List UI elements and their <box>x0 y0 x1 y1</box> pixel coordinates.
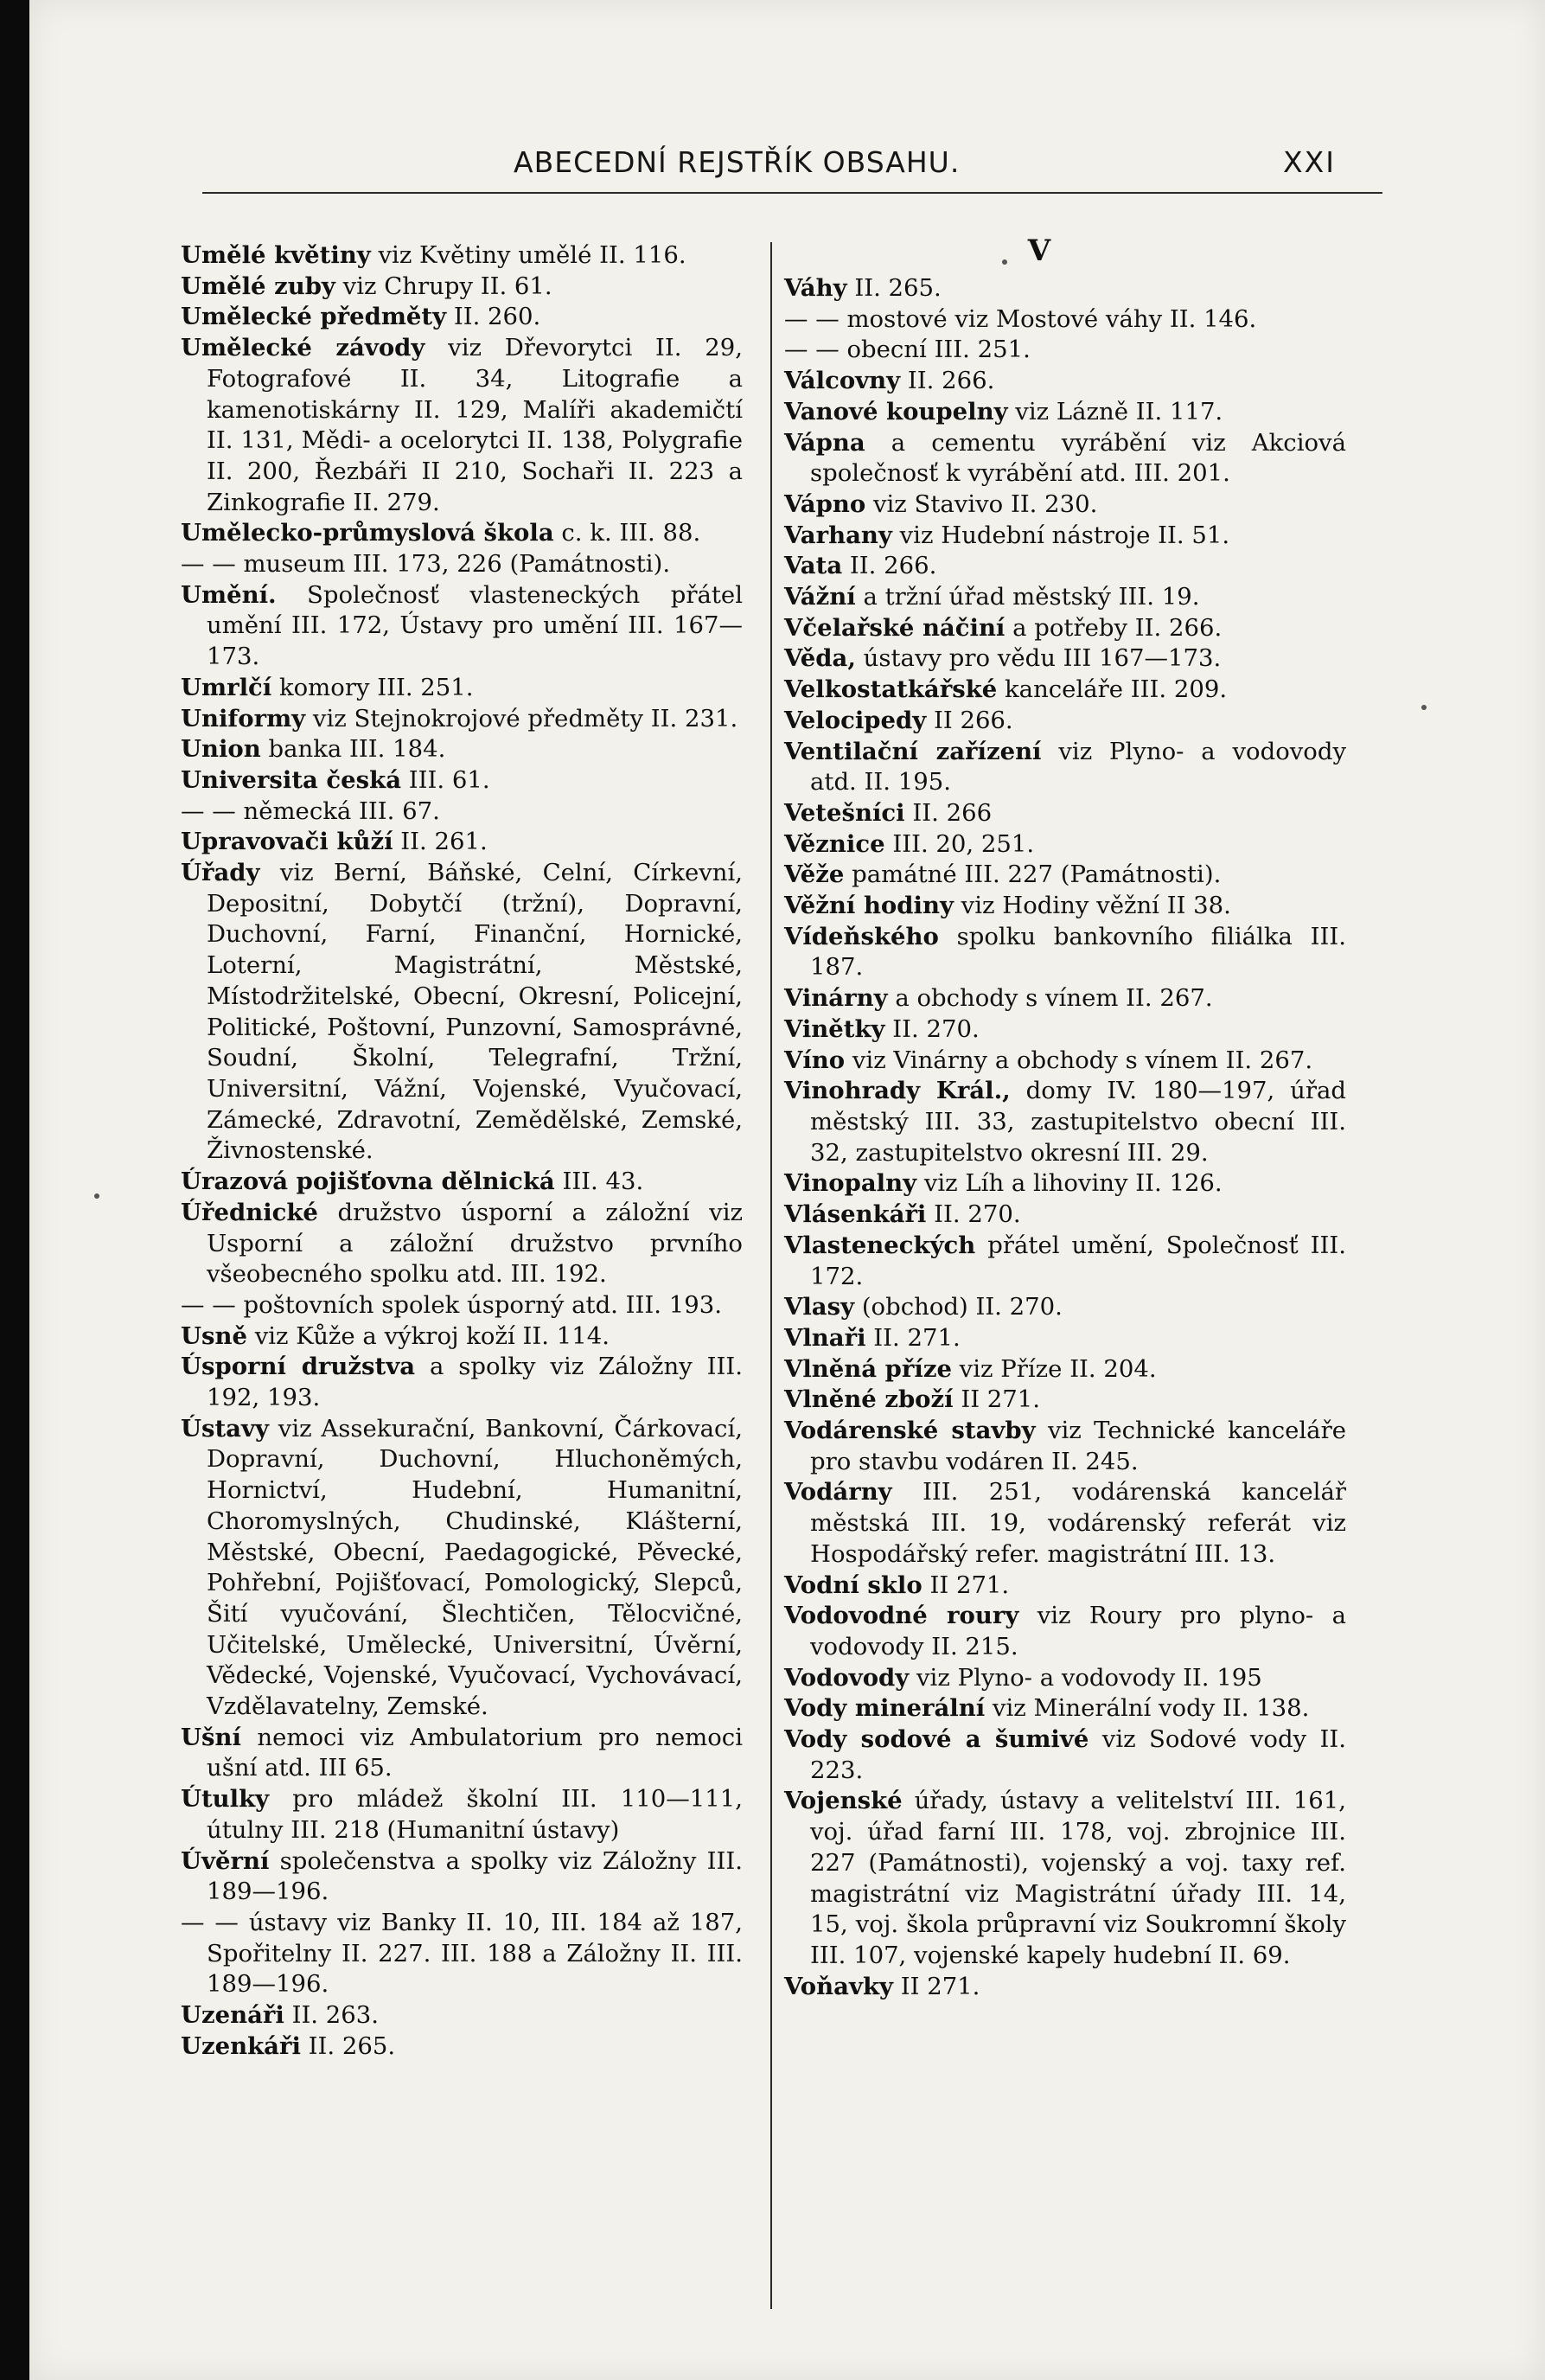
index-entry <box>784 1200 1346 1231</box>
index-entry <box>181 272 743 303</box>
entry-heading: Vlněná příze <box>784 1354 952 1383</box>
index-entry <box>784 1231 1346 1292</box>
entry-text: viz Vinárny a obchody s vínem II. 267. <box>845 1046 1313 1074</box>
page-header <box>29 145 1378 197</box>
entry-heading: Vážní <box>784 583 856 611</box>
index-entry <box>181 240 743 272</box>
entry-text: a cementu vyrábění viz Akciová společnosť k vyrábění atd. III. 201. <box>810 428 1346 488</box>
entry-text: družstvo úsporní a záložní viz Usporní a záložní družstvo prvního všeobecného spolku atd. III. 192. <box>207 1198 743 1289</box>
index-entry <box>784 922 1346 983</box>
entry-text: II. 260. <box>446 303 541 331</box>
entry-text: III. 251, vodárenská kancelář městská III. 19, vodárenský referát viz Hospodářský refer. magistrátní III. 13. <box>810 1478 1346 1568</box>
entry-text: III. 61. <box>401 765 490 794</box>
index-entry <box>784 551 1346 582</box>
entry-text: II. 266 <box>904 798 993 827</box>
index-entry <box>784 1786 1346 1971</box>
entry-heading: Úsporní družstva <box>181 1353 416 1381</box>
entry-text: II 271. <box>922 1571 1010 1599</box>
index-entry <box>784 1046 1346 1077</box>
entry-heading: Vlasy <box>784 1293 855 1321</box>
entry-text: spolku bankovního filiálka III. 187. <box>810 922 1346 982</box>
entry-heading: Vinopalny <box>784 1169 917 1198</box>
entry-text: viz Roury pro plyno- a vodovody II. 215. <box>810 1602 1346 1660</box>
index-entry <box>784 1416 1346 1477</box>
index-entry <box>784 1385 1346 1416</box>
entry-heading: Uzenáři <box>181 2001 284 2030</box>
entry-text: společenstva a spolky viz Záložny III. 189—196. <box>207 1846 743 1906</box>
print-speck <box>1421 705 1427 710</box>
entry-text: viz Hodiny věžní II 38. <box>953 892 1231 920</box>
index-column-right <box>784 234 1346 2002</box>
index-entry <box>784 521 1346 552</box>
index-entry <box>784 1014 1346 1046</box>
index-entry <box>784 643 1346 675</box>
entry-heading: Vody minerální <box>784 1694 986 1723</box>
entry-heading: Vata <box>784 552 843 580</box>
entry-heading: Uniformy <box>181 704 306 733</box>
entry-heading: Ušní <box>181 1723 241 1751</box>
entry-text: II. 270. <box>926 1200 1021 1229</box>
header-rule <box>202 192 1382 194</box>
entry-text: II. 266. <box>842 552 937 580</box>
index-entry <box>181 1723 743 1784</box>
index-entry <box>181 827 743 858</box>
index-entry <box>181 1352 743 1413</box>
index-entry <box>181 1321 743 1353</box>
index-entry <box>784 1076 1346 1168</box>
index-entry <box>784 366 1346 397</box>
entry-heading: Úřednické <box>181 1198 318 1226</box>
entry-heading: Vápna <box>784 428 865 457</box>
index-entry <box>181 549 743 580</box>
index-entry <box>784 737 1346 798</box>
entry-text: II. 271. <box>865 1323 961 1352</box>
index-entry <box>784 1168 1346 1200</box>
index-entry <box>784 1292 1346 1323</box>
entry-heading: Vlasteneckých <box>784 1231 976 1259</box>
index-entry <box>784 1663 1346 1694</box>
entry-text: II. 263. <box>284 2001 380 2030</box>
index-entry <box>784 304 1346 336</box>
entry-text: II 266. <box>926 706 1013 734</box>
entry-text: a obchody s vínem II. 267. <box>887 984 1213 1013</box>
entry-heading: Vídeňského <box>784 922 939 950</box>
entry-heading: Union <box>181 735 261 764</box>
entry-text: II 271. <box>892 1972 980 2000</box>
entry-text: kanceláře III. 209. <box>997 675 1228 704</box>
index-entry <box>181 734 743 765</box>
entry-heading: Universita česká <box>181 765 402 794</box>
index-entry <box>784 428 1346 489</box>
entry-text: viz Líh a lihoviny II. 126. <box>916 1169 1223 1198</box>
index-entry <box>784 798 1346 829</box>
entry-text: a spolky viz Záložny III. 192, 193. <box>207 1353 743 1412</box>
index-entry <box>784 983 1346 1014</box>
index-entry <box>181 1167 743 1198</box>
entry-heading: Ventilační zařízení <box>784 737 1042 765</box>
entry-text: — — poštovních spolek úsporný atd. III. 193. <box>181 1290 722 1319</box>
entry-heading: Vetešníci <box>784 798 905 827</box>
index-entry <box>784 675 1346 706</box>
entry-text: viz Assekurační, Bankovní, Čárkovací, Dopravní, Duchovní, Hluchoněmých, Hornictví, Hudební, Humanitní, Choromyslných, Chudinské, Klášterní, Městské, Obecní, Paedagogické, Pěvecké, Pohřební, Pojišťovací, Pomologický, Slepců, Šití vyučování, Šlechtičen, Tělocvičné, Učitelské, Umělecké, Universitní, Úvěrní, Vědecké, Vojenské, Vyučovací, Vychovávací, Vzdělavatelny, Zemské. <box>207 1414 743 1721</box>
running-title: ABECEDNÍ REJSTŘÍK OBSAHU. <box>514 145 961 179</box>
entry-text: viz Berní, Báňské, Celní, Církevní, Depositní, Dobytčí (tržní), Dopravní, Duchovní, Farní, Finanční, Hornické, Loterní, Magistrátní, Městské, Místodržitelské, Obecní, Okresní, Policejní, Politické, Poštovní, Punzovní, Samosprávné, Soudní, Školní, Telegrafní, Tržní, Universitní, Vážní, Vojenské, Vyučovací, Zámecké, Zdravotní, Zemědělské, Zemské, Živnostenské. <box>207 859 743 1165</box>
entry-text: pro mládež školní III. 110—111, útulny III. 218 (Humanitní ústavy) <box>207 1785 743 1844</box>
print-speck <box>1002 259 1007 265</box>
index-entry <box>181 518 743 549</box>
entry-text: II. 261. <box>393 828 488 856</box>
entry-heading: Vody sodové a šumivé <box>784 1725 1089 1754</box>
entry-heading: Vinětky <box>784 1014 885 1043</box>
entry-text: viz Stavivo II. 230. <box>865 489 1098 518</box>
print-speck <box>94 1193 99 1199</box>
entry-text: viz Stejnokrojové předměty II. 231. <box>305 704 738 733</box>
entry-heading: Umělecké předměty <box>181 303 447 331</box>
entry-text: c. k. III. 88. <box>553 519 701 547</box>
entry-heading: Úřady <box>181 859 260 887</box>
entry-text: viz Květiny umělé II. 116. <box>370 241 686 269</box>
entry-text: — — museum III. 173, 226 (Památnosti). <box>181 550 671 579</box>
index-entry <box>784 397 1346 428</box>
entry-text: — — obecní III. 251. <box>784 336 1031 364</box>
index-entry <box>181 1290 743 1321</box>
entry-heading: Válcovny <box>784 367 901 395</box>
book-page <box>29 0 1545 2380</box>
entry-text: viz Plyno- a vodovody atd. II. 195. <box>810 737 1346 797</box>
index-entry <box>784 613 1346 644</box>
entry-text: — — německá III. 67. <box>181 797 440 825</box>
entry-text: viz Sodové vody II. 223. <box>810 1725 1346 1784</box>
index-entry <box>181 580 743 673</box>
index-entry <box>784 1323 1346 1354</box>
index-entry <box>181 1908 743 2000</box>
entry-heading: Útulky <box>181 1785 270 1814</box>
entry-heading: Vinohrady Král., <box>784 1077 1011 1105</box>
entry-heading: Vanové koupelny <box>784 397 1008 425</box>
entry-text: II. 265. <box>300 2031 396 2060</box>
entry-text: Společnosť vlasteneckých přátel umění III. 172, Ústavy pro umění III. 167—173. <box>207 580 743 671</box>
entry-heading: Věže <box>784 861 845 889</box>
entry-heading: Vlásenkáři <box>784 1200 927 1229</box>
entry-heading: Umělecké závody <box>181 334 425 362</box>
index-entry <box>181 2031 743 2063</box>
entry-text: viz Kůže a výkroj koží II. 114. <box>246 1321 610 1350</box>
entry-text: — — ústavy viz Banky II. 10, III. 184 až 187, Spořitelny II. 227. III. 188 a Záložny II. III. 189—196. <box>181 1908 743 1999</box>
entry-text: a potřeby II. 266. <box>1005 613 1223 642</box>
entry-text: a tržní úřad městský III. 19. <box>855 583 1200 611</box>
entry-text: viz Dřevorytci II. 29, Fotografové II. 34, Litografie a kamenotiskárny II. 129, Malíři akademičtí II. 131, Mědi- a ocelorytci II. 138, Polygrafie II. 200, Řezbáři II 210, Sochaři II. 223 a Zinkografie II. 279. <box>207 334 743 516</box>
entry-heading: Upravovači kůží <box>181 828 393 856</box>
index-entry <box>181 1414 743 1723</box>
entry-text: úřady, ústavy a velitelství III. 161, voj. úřad farní III. 178, voj. zbrojnice III. 227 (Památnosti), vojenský a voj. taxy ref. magistrátní viz Magistrátní úřady III. 14, 15, voj. škola průpravní viz Soukromní školy III. 107, vojenské kapely hudební II. 69. <box>810 1787 1346 1969</box>
index-entry <box>784 891 1346 922</box>
index-entry <box>181 1198 743 1290</box>
entry-heading: Uzenkáři <box>181 2031 301 2060</box>
entry-text: II. 270. <box>884 1014 980 1043</box>
entry-heading: Víno <box>784 1046 846 1074</box>
entry-heading: Vodní sklo <box>784 1571 923 1599</box>
index-entry <box>784 1477 1346 1570</box>
index-entry <box>181 858 743 1167</box>
entry-heading: Vlnaři <box>784 1323 866 1352</box>
entry-heading: Voňavky <box>784 1972 893 2000</box>
index-entry <box>784 1972 1346 2003</box>
entry-text: ústavy pro vědu III 167—173. <box>855 644 1222 673</box>
index-entry <box>784 1601 1346 1662</box>
entry-text: přátel umění, Společnosť III. 172. <box>810 1231 1346 1290</box>
entry-text: viz Lázně II. 117. <box>1007 397 1223 425</box>
entry-text: II. 265. <box>846 274 942 302</box>
index-entry <box>784 489 1346 521</box>
entry-text: viz Příze II. 204. <box>951 1354 1157 1383</box>
entry-text: II. 266. <box>900 367 995 395</box>
entry-heading: Ústavy <box>181 1414 269 1443</box>
entry-heading: Usně <box>181 1321 247 1350</box>
entry-heading: Umrlčí <box>181 673 272 701</box>
entry-heading: Vlněné zboží <box>784 1385 954 1414</box>
index-entry <box>181 333 743 518</box>
entry-text: — — mostové viz Mostové váhy II. 146. <box>784 304 1257 333</box>
entry-text: domy IV. 180—197, úřad městský III. 33, zastupitelstvo obecní III. 32, zastupitelstvo okresní III. 29. <box>810 1077 1346 1167</box>
index-entry <box>181 1846 743 1908</box>
index-entry <box>784 1724 1346 1786</box>
index-entry <box>784 1571 1346 1602</box>
entry-heading: Varhany <box>784 521 892 549</box>
entry-text: nemoci viz Ambulatorium pro nemoci ušní atd. III 65. <box>207 1723 743 1782</box>
index-entry <box>181 302 743 333</box>
entry-text: viz Chrupy II. 61. <box>335 272 552 300</box>
entry-heading: Včelařské náčiní <box>784 613 1006 642</box>
index-entry <box>784 273 1346 304</box>
entry-heading: Umění. <box>181 580 277 609</box>
entry-heading: Umělecko-průmyslová škola <box>181 519 554 547</box>
index-entry <box>784 1693 1346 1724</box>
entry-text: III. 43. <box>554 1168 644 1196</box>
entry-text: II 271. <box>953 1385 1041 1414</box>
index-entry <box>784 706 1346 737</box>
entry-heading: Úvěrní <box>181 1846 270 1875</box>
index-entry <box>784 860 1346 891</box>
entry-heading: Umělé zuby <box>181 272 335 300</box>
entry-heading: Vinárny <box>784 984 888 1013</box>
entry-text: III. 20, 251. <box>884 829 1035 858</box>
entry-heading: Úrazová pojišťovna dělnická <box>181 1168 555 1196</box>
entry-heading: Vojenské <box>784 1787 903 1815</box>
entry-text: viz Plyno- a vodovody II. 195 <box>909 1663 1262 1692</box>
entry-heading: Umělé květiny <box>181 241 371 269</box>
entry-heading: Věžní hodiny <box>784 892 954 920</box>
entry-text: památné III. 227 (Památnosti). <box>844 861 1222 889</box>
index-entry <box>181 1784 743 1846</box>
entry-text: komory III. 251. <box>271 673 474 701</box>
column-divider <box>770 242 772 2309</box>
index-entry <box>784 829 1346 861</box>
entry-heading: Velocipedy <box>784 706 927 734</box>
entry-text: viz Minerální vody II. 138. <box>985 1694 1310 1723</box>
entry-text: (obchod) II. 270. <box>854 1293 1063 1321</box>
entry-text: banka III. 184. <box>260 735 446 764</box>
entry-heading: Vodovodné roury <box>784 1602 1019 1630</box>
index-entry <box>181 797 743 828</box>
entry-heading: Věznice <box>784 829 885 858</box>
entry-heading: Vodárny <box>784 1478 892 1507</box>
entry-text: viz Technické kanceláře pro stavbu vodáren II. 245. <box>810 1417 1347 1475</box>
index-entry <box>181 765 743 797</box>
page-number: XXI <box>1283 145 1336 179</box>
entry-heading: Vápno <box>784 489 866 518</box>
entry-heading: Vodovody <box>784 1663 910 1692</box>
section-letter-mark: V <box>1027 234 1051 268</box>
entry-text: viz Hudební nástroje II. 51. <box>891 521 1230 549</box>
index-entry <box>181 673 743 704</box>
entry-heading: Věda, <box>784 644 856 673</box>
entry-heading: Velkostatkářské <box>784 675 998 704</box>
right-entries <box>784 273 1346 2002</box>
index-entry <box>181 704 743 735</box>
index-entry <box>784 335 1346 366</box>
index-entry <box>784 582 1346 613</box>
entry-heading: Váhy <box>784 274 847 302</box>
index-entry <box>181 2000 743 2031</box>
entry-heading: Vodárenské stavby <box>784 1417 1036 1445</box>
index-column-left <box>181 240 743 2062</box>
index-entry <box>784 1354 1346 1385</box>
